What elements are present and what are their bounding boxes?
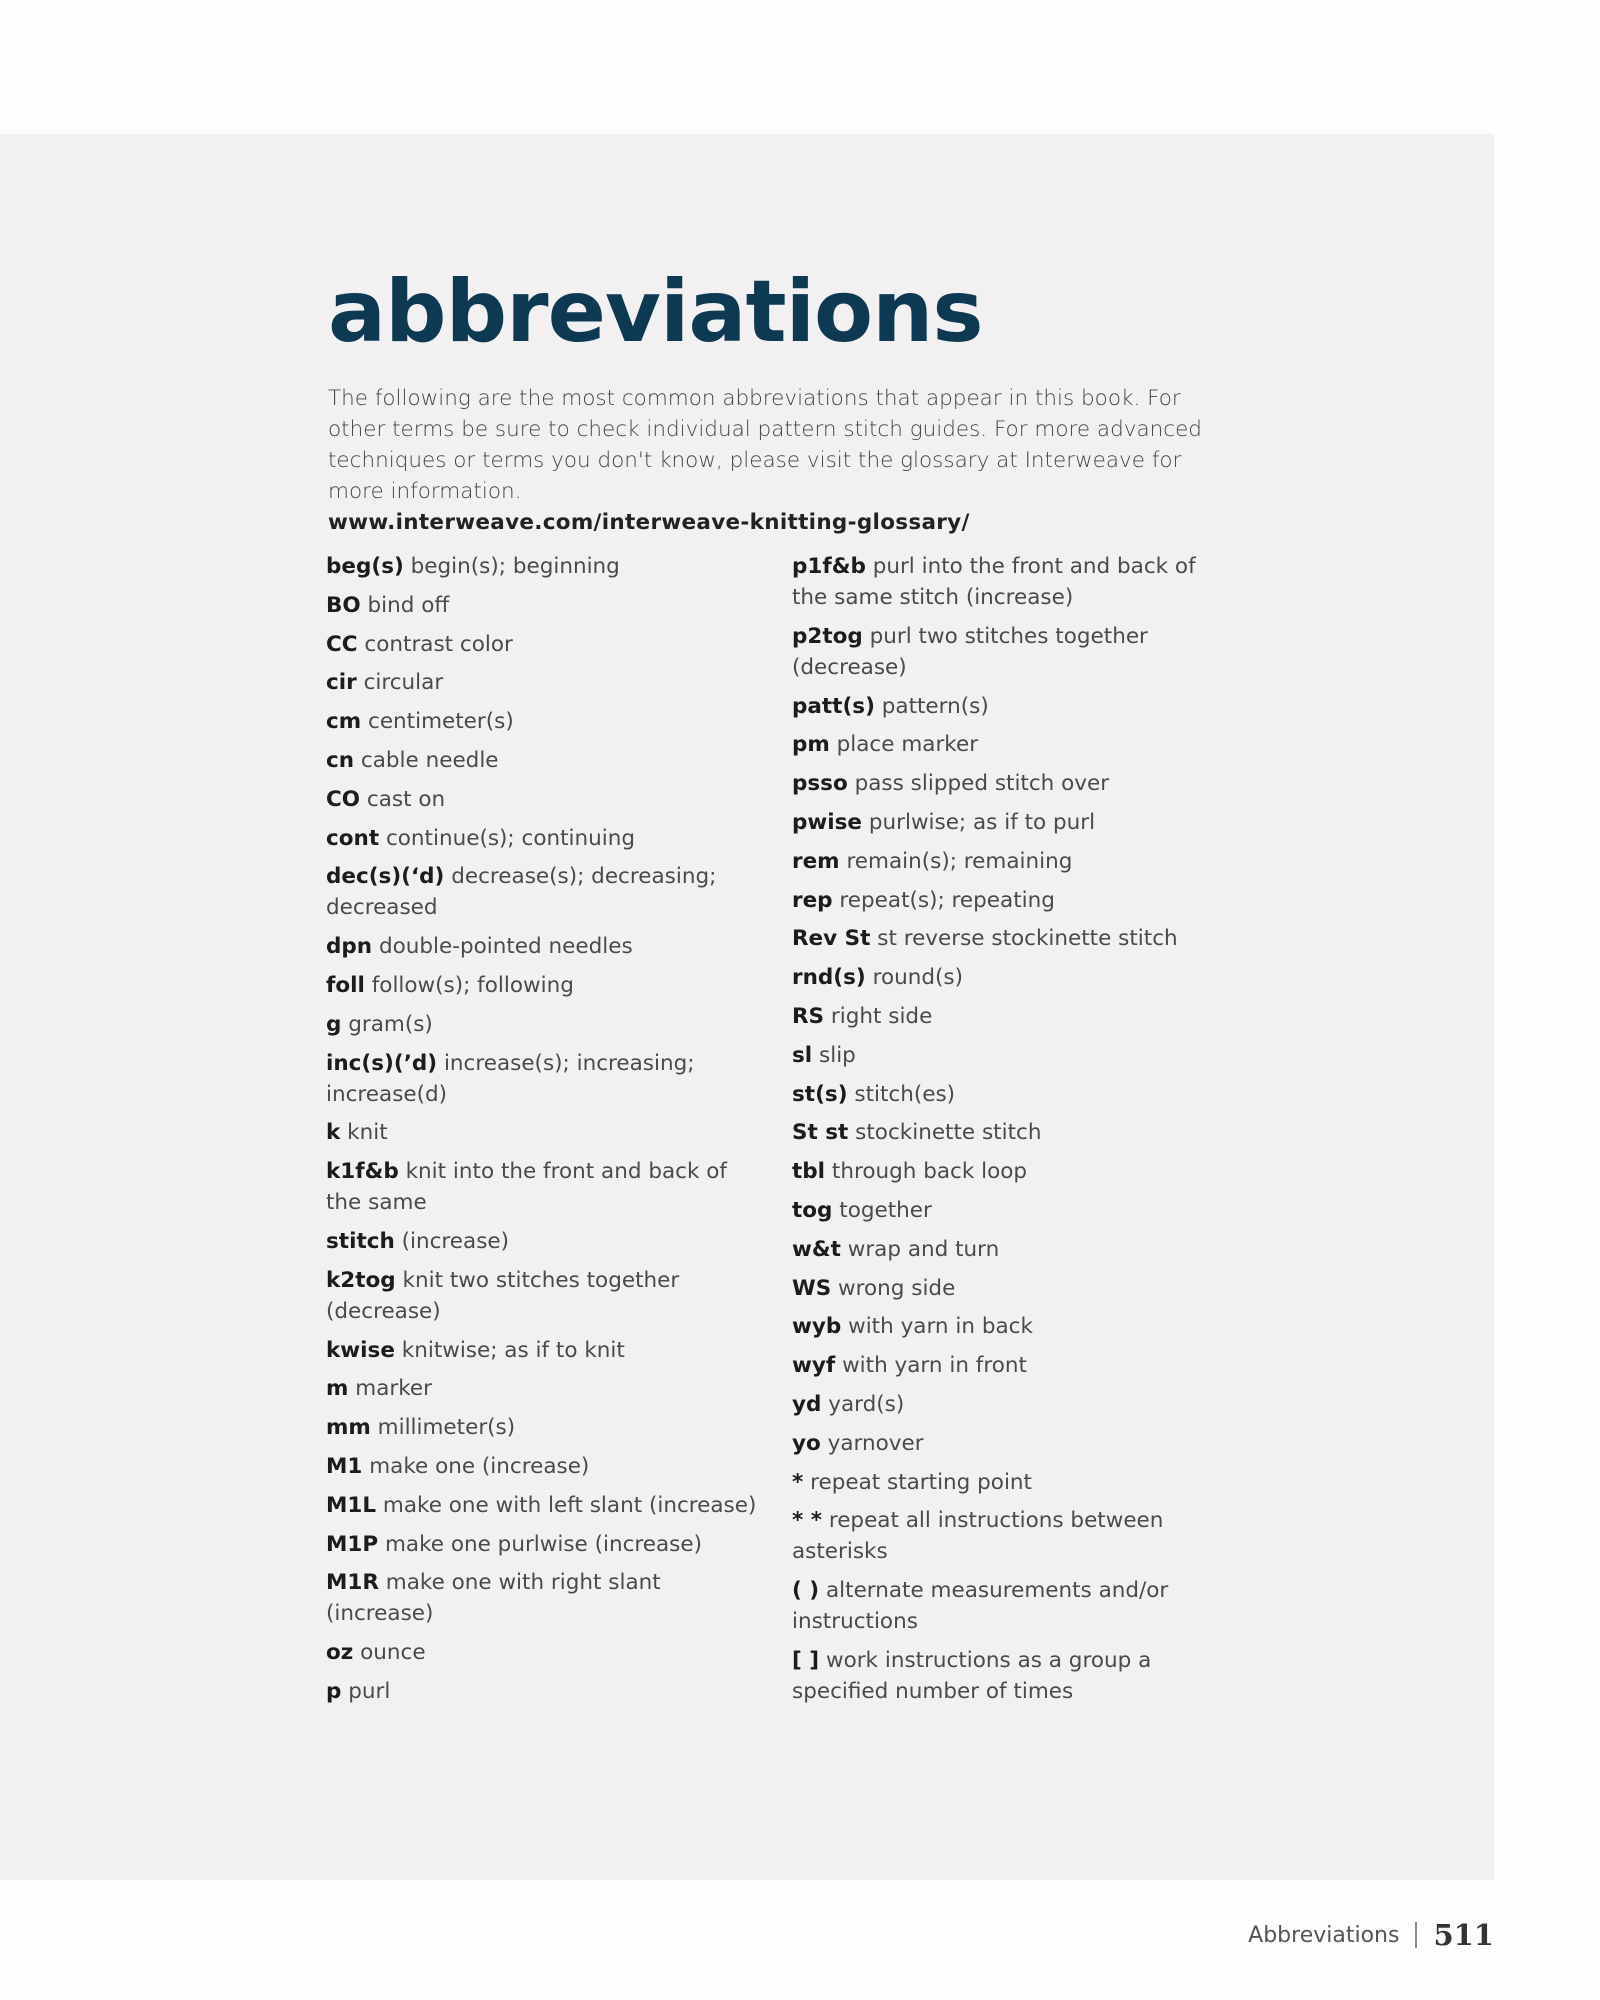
- abbreviation-entry: [326, 629, 766, 660]
- abbreviation-list-left: [326, 551, 766, 1715]
- abbreviation-term: dpn: [326, 934, 373, 960]
- abbreviation-definition: knit into the front and back of the same: [326, 1159, 727, 1216]
- abbreviation-term: St st: [792, 1120, 849, 1146]
- abbreviation-entry: [326, 1117, 766, 1148]
- abbreviation-entry: [792, 1117, 1212, 1148]
- abbreviation-definition: make one purlwise (increase): [384, 1531, 702, 1557]
- abbreviation-entry: [326, 1490, 766, 1521]
- abbreviation-term: [ ]: [792, 1647, 820, 1673]
- abbreviation-definition: begin(s); beginning: [410, 554, 620, 579]
- abbreviation-entry: [326, 1335, 766, 1366]
- abbreviation-term: * *: [792, 1508, 822, 1534]
- abbreviation-definition: increase(s); increasing; increase(d): [326, 1050, 695, 1107]
- abbreviation-definition: repeat all instructions between asterisks: [792, 1508, 1164, 1565]
- abbreviation-term: rem: [792, 848, 840, 874]
- abbreviation-definition: circular: [363, 670, 444, 696]
- abbreviation-entry: [326, 590, 766, 621]
- abbreviation-list-right: [792, 551, 1212, 1715]
- page-footer: [1248, 1918, 1494, 1952]
- abbreviation-definition: yard(s): [828, 1391, 905, 1417]
- abbreviation-term: M1: [326, 1453, 363, 1479]
- abbreviation-entry: [326, 1226, 766, 1257]
- abbreviation-entry: [792, 691, 1212, 722]
- abbreviation-definition: together: [839, 1197, 932, 1223]
- abbreviation-term: dec(s)(‘d): [326, 864, 445, 890]
- abbreviation-entry: [326, 1637, 766, 1668]
- abbreviation-entry: [792, 885, 1212, 916]
- abbreviation-term: BO: [326, 592, 361, 618]
- abbreviation-entry: [792, 807, 1212, 838]
- abbreviation-term: yo: [792, 1430, 821, 1456]
- abbreviation-definition: knit: [347, 1120, 388, 1146]
- abbreviation-entry: [326, 1567, 766, 1629]
- abbreviation-entry: [792, 1350, 1212, 1381]
- abbreviation-term: beg(s): [326, 554, 404, 579]
- abbreviation-entry: [792, 1311, 1212, 1342]
- abbreviation-definition: with yarn in back: [848, 1314, 1033, 1340]
- abbreviation-entry: [792, 551, 1212, 613]
- abbreviation-entry: [326, 784, 766, 815]
- page-number: 511: [1433, 1918, 1494, 1952]
- abbreviation-definition: round(s): [872, 965, 963, 991]
- abbreviation-entry: [792, 1428, 1212, 1459]
- abbreviation-term: Rev St: [792, 926, 871, 952]
- abbreviation-term: M1L: [326, 1492, 377, 1518]
- abbreviation-entry: [792, 729, 1212, 760]
- abbreviation-term: ( ): [792, 1578, 820, 1604]
- abbreviation-definition: contrast color: [364, 631, 513, 657]
- abbreviation-entry: [326, 823, 766, 854]
- abbreviation-definition: st reverse stockinette stitch: [877, 926, 1178, 952]
- abbreviation-definition: slip: [819, 1042, 856, 1068]
- abbreviation-entry: [326, 861, 766, 923]
- abbreviation-term: foll: [326, 972, 365, 998]
- abbreviation-definition: make one (increase): [369, 1453, 590, 1479]
- abbreviation-term: p2tog: [792, 623, 863, 649]
- abbreviation-entry: [326, 667, 766, 698]
- abbreviation-definition: make one with left slant (increase): [382, 1492, 757, 1518]
- abbreviation-entry: [326, 1156, 766, 1218]
- abbreviation-entry: [792, 962, 1212, 993]
- abbreviation-term: *: [792, 1469, 804, 1495]
- abbreviation-term: oz: [326, 1640, 354, 1666]
- abbreviation-entry: [326, 1676, 766, 1707]
- abbreviation-definition: (increase): [401, 1228, 510, 1254]
- intro-text: The following are the most common abbreviations that appear in this book. For other terms be sure to check individual pattern stitch guides. For more advanced techniques or terms you don't know, please visit the glossary at Interweave for more information.: [328, 386, 1202, 504]
- abbreviation-entry: [792, 1467, 1212, 1498]
- abbreviation-entry: [792, 1505, 1212, 1567]
- abbreviation-entry: [792, 1645, 1212, 1707]
- abbreviation-definition: follow(s); following: [371, 972, 574, 998]
- abbreviation-entry: [326, 1265, 766, 1327]
- abbreviation-entry: [792, 621, 1212, 683]
- abbreviation-definition: pattern(s): [881, 693, 989, 719]
- abbreviation-term: mm: [326, 1415, 371, 1441]
- abbreviation-entry: [792, 1040, 1212, 1071]
- abbreviation-term: tbl: [792, 1159, 826, 1185]
- abbreviation-term: patt(s): [792, 693, 875, 719]
- abbreviation-definition: bind off: [367, 592, 450, 618]
- abbreviation-definition: marker: [355, 1376, 432, 1402]
- abbreviation-term: pwise: [792, 809, 863, 835]
- abbreviation-entry: [792, 1195, 1212, 1226]
- abbreviation-term: k2tog: [326, 1267, 396, 1293]
- abbreviation-term: cn: [326, 747, 355, 773]
- abbreviation-definition: purl into the front and back of the same stitch (increase): [792, 554, 1196, 610]
- abbreviation-definition: purlwise; as if to purl: [868, 809, 1096, 835]
- abbreviation-term: tog: [792, 1197, 833, 1223]
- abbreviation-definition: through back loop: [831, 1159, 1028, 1185]
- abbreviation-entry: [326, 1373, 766, 1404]
- abbreviation-definition: stockinette stitch: [855, 1120, 1042, 1146]
- abbreviation-entry: [792, 1156, 1212, 1187]
- footer-section-label: Abbreviations: [1248, 1922, 1400, 1948]
- abbreviation-definition: with yarn in front: [842, 1353, 1027, 1379]
- abbreviation-term: yd: [792, 1391, 822, 1417]
- footer-divider: [1415, 1922, 1417, 1948]
- abbreviation-term: wyf: [792, 1353, 836, 1379]
- abbreviation-entry: [326, 1412, 766, 1443]
- abbreviation-term: CC: [326, 631, 358, 657]
- abbreviation-entry: [792, 846, 1212, 877]
- abbreviation-definition: alternate measurements and/or instructions: [792, 1578, 1169, 1635]
- abbreviation-definition: remain(s); remaining: [846, 848, 1073, 874]
- abbreviation-term: g: [326, 1011, 342, 1037]
- abbreviation-definition: right side: [830, 1003, 933, 1029]
- abbreviation-definition: decrease(s); decreasing; decreased: [326, 864, 717, 921]
- abbreviation-term: CO: [326, 786, 361, 812]
- abbreviation-entry: [792, 1079, 1212, 1110]
- abbreviation-entry: [792, 1234, 1212, 1265]
- abbreviation-term: inc(s)(’d): [326, 1050, 438, 1076]
- abbreviation-term: pm: [792, 732, 830, 758]
- abbreviation-term: w&t: [792, 1236, 841, 1262]
- abbreviation-definition: yarnover: [827, 1430, 924, 1456]
- abbreviation-term: cont: [326, 825, 380, 851]
- abbreviation-term: sl: [792, 1042, 813, 1068]
- page-title: abbreviations: [328, 262, 983, 362]
- abbreviation-definition: continue(s); continuing: [385, 825, 635, 851]
- abbreviation-term: rep: [792, 887, 833, 913]
- abbreviation-term: cir: [326, 670, 357, 696]
- abbreviation-definition: purl: [348, 1678, 391, 1704]
- abbreviation-definition: cable needle: [360, 747, 499, 773]
- abbreviation-definition: repeat(s); repeating: [839, 887, 1055, 913]
- abbreviation-definition: ounce: [360, 1640, 426, 1666]
- abbreviation-term: cm: [326, 709, 362, 735]
- abbreviation-definition: pass slipped stitch over: [854, 771, 1110, 797]
- abbreviation-entry: [326, 1048, 766, 1110]
- abbreviation-entry: [792, 768, 1212, 799]
- glossary-link[interactable]: www.interweave.com/interweave-knitting-glossary/: [328, 510, 970, 535]
- abbreviation-entry: [792, 1001, 1212, 1032]
- abbreviation-definition: wrap and turn: [847, 1236, 1000, 1262]
- abbreviation-entry: [326, 1009, 766, 1040]
- abbreviation-definition: cast on: [366, 786, 446, 812]
- abbreviation-entry: [326, 745, 766, 776]
- abbreviation-term: psso: [792, 771, 848, 797]
- abbreviation-term: stitch: [326, 1228, 395, 1254]
- intro-paragraph: [328, 383, 1228, 538]
- abbreviation-entry: [326, 1529, 766, 1560]
- abbreviation-definition: wrong side: [838, 1275, 956, 1301]
- abbreviation-definition: stitch(es): [854, 1081, 956, 1107]
- abbreviation-definition: knit two stitches together (decrease): [326, 1267, 680, 1324]
- abbreviation-entry: [326, 970, 766, 1001]
- abbreviation-term: m: [326, 1376, 349, 1402]
- abbreviation-term: rnd(s): [792, 965, 866, 991]
- abbreviation-term: wyb: [792, 1314, 842, 1340]
- abbreviation-term: st(s): [792, 1081, 848, 1107]
- abbreviation-definition: knitwise; as if to knit: [401, 1337, 625, 1363]
- abbreviation-entry: [792, 1273, 1212, 1304]
- abbreviation-term: RS: [792, 1003, 825, 1029]
- abbreviation-entry: [792, 1575, 1212, 1637]
- abbreviation-definition: millimeter(s): [377, 1415, 516, 1441]
- abbreviation-definition: double-pointed needles: [378, 934, 633, 960]
- abbreviation-entry: [792, 923, 1212, 954]
- abbreviation-term: p1f&b: [792, 554, 866, 579]
- abbreviation-definition: purl two stitches together (decrease): [792, 623, 1148, 680]
- abbreviation-term: M1R: [326, 1570, 379, 1596]
- abbreviation-definition: make one with right slant (increase): [326, 1570, 661, 1627]
- abbreviation-entry: [792, 1389, 1212, 1420]
- abbreviation-term: WS: [792, 1275, 832, 1301]
- abbreviation-term: k: [326, 1120, 341, 1146]
- abbreviation-definition: place marker: [836, 732, 979, 758]
- abbreviation-entry: [326, 551, 766, 582]
- abbreviation-entry: [326, 931, 766, 962]
- abbreviation-entry: [326, 706, 766, 737]
- abbreviation-definition: centimeter(s): [368, 709, 514, 735]
- abbreviation-term: k1f&b: [326, 1159, 399, 1185]
- abbreviation-definition: repeat starting point: [810, 1469, 1032, 1495]
- abbreviation-definition: work instructions as a group a specified number of times: [792, 1647, 1152, 1704]
- abbreviation-term: kwise: [326, 1337, 395, 1363]
- abbreviation-definition: gram(s): [348, 1011, 433, 1037]
- abbreviation-term: M1P: [326, 1531, 379, 1557]
- abbreviation-entry: [326, 1451, 766, 1482]
- abbreviation-term: p: [326, 1678, 342, 1704]
